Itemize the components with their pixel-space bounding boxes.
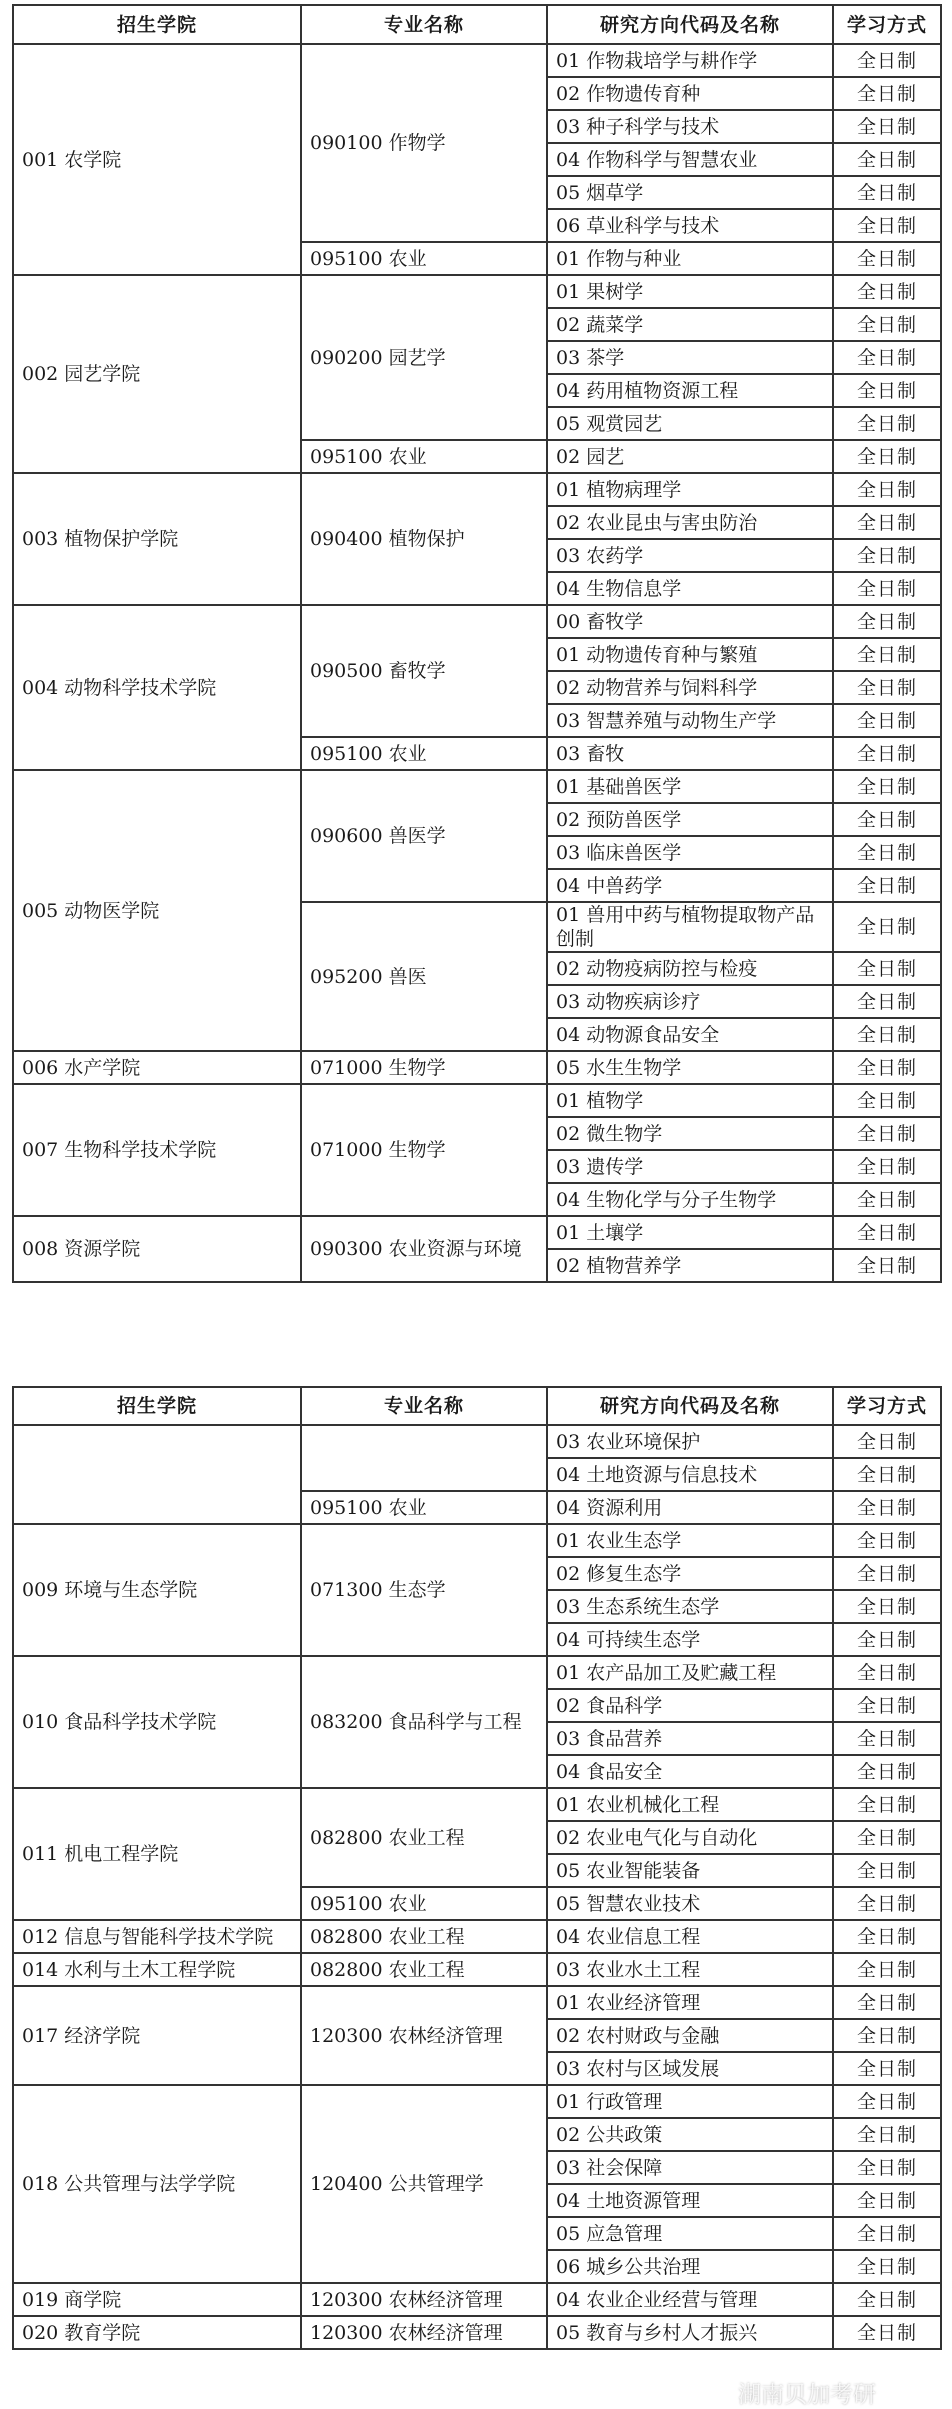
direction-cell: 02 农业昆虫与害虫防治 — [547, 506, 833, 539]
mode-cell: 全日制 — [833, 1084, 941, 1117]
direction-cell: 01 行政管理 — [547, 2085, 833, 2118]
mode-cell: 全日制 — [833, 1150, 941, 1183]
college-cell: 003 植物保护学院 — [13, 473, 301, 605]
table-row — [13, 1084, 941, 1117]
college-cell: 004 动物科学技术学院 — [13, 605, 301, 770]
mode-cell: 全日制 — [833, 1689, 941, 1722]
mode-cell: 全日制 — [833, 1854, 941, 1887]
direction-cell: 03 农业水土工程 — [547, 1953, 833, 1986]
major-cell: 120300 农林经济管理 — [301, 1986, 547, 2085]
direction-cell: 02 动物疫病防控与检疫 — [547, 952, 833, 985]
table-row — [13, 1524, 941, 1557]
mode-cell: 全日制 — [833, 1623, 941, 1656]
table-row — [13, 1425, 941, 1458]
mode-cell: 全日制 — [833, 473, 941, 506]
direction-cell: 02 农业电气化与自动化 — [547, 1821, 833, 1854]
direction-cell: 04 农业企业经营与管理 — [547, 2283, 833, 2316]
direction-cell: 04 生物化学与分子生物学 — [547, 1183, 833, 1216]
direction-cell: 03 种子科学与技术 — [547, 110, 833, 143]
college-cell: 019 商学院 — [13, 2283, 301, 2316]
college-cell: 001 农学院 — [13, 44, 301, 275]
mode-cell: 全日制 — [833, 704, 941, 737]
direction-cell: 03 社会保障 — [547, 2151, 833, 2184]
mode-cell: 全日制 — [833, 1524, 941, 1557]
direction-cell: 01 植物病理学 — [547, 473, 833, 506]
direction-cell: 02 微生物学 — [547, 1117, 833, 1150]
mode-cell: 全日制 — [833, 374, 941, 407]
mode-cell: 全日制 — [833, 1722, 941, 1755]
mode-cell: 全日制 — [833, 1249, 941, 1282]
table-row — [13, 1216, 941, 1249]
direction-cell: 04 农业信息工程 — [547, 1920, 833, 1953]
direction-cell: 02 修复生态学 — [547, 1557, 833, 1590]
direction-cell: 02 农村财政与金融 — [547, 2019, 833, 2052]
major-cell: 095100 农业 — [301, 242, 547, 275]
header-mode: 学习方式 — [833, 1387, 941, 1425]
direction-cell: 04 食品安全 — [547, 1755, 833, 1788]
header-mode: 学习方式 — [833, 5, 941, 44]
table-row — [13, 1920, 941, 1953]
mode-cell: 全日制 — [833, 2184, 941, 2217]
mode-cell: 全日制 — [833, 242, 941, 275]
mode-cell: 全日制 — [833, 2316, 941, 2349]
mode-cell: 全日制 — [833, 407, 941, 440]
direction-cell: 04 中兽药学 — [547, 869, 833, 902]
direction-cell: 03 临床兽医学 — [547, 836, 833, 869]
major-cell: 095100 农业 — [301, 737, 547, 770]
mode-cell: 全日制 — [833, 2118, 941, 2151]
major-cell: 090500 畜牧学 — [301, 605, 547, 737]
table-row — [13, 1051, 941, 1084]
mode-cell: 全日制 — [833, 2052, 941, 2085]
mode-cell: 全日制 — [833, 209, 941, 242]
mode-cell: 全日制 — [833, 1920, 941, 1953]
direction-cell: 04 可持续生态学 — [547, 1623, 833, 1656]
mode-cell: 全日制 — [833, 770, 941, 803]
direction-cell: 01 农业机械化工程 — [547, 1788, 833, 1821]
direction-cell: 04 生物信息学 — [547, 572, 833, 605]
major-cell: 071300 生态学 — [301, 1524, 547, 1656]
mode-cell: 全日制 — [833, 1117, 941, 1150]
mode-cell: 全日制 — [833, 2019, 941, 2052]
mode-cell: 全日制 — [833, 539, 941, 572]
major-cell: 120300 农林经济管理 — [301, 2316, 547, 2349]
major-cell: 120400 公共管理学 — [301, 2085, 547, 2283]
table-row — [13, 605, 941, 638]
direction-cell: 02 园艺 — [547, 440, 833, 473]
mode-cell: 全日制 — [833, 1788, 941, 1821]
direction-cell: 01 动物遗传育种与繁殖 — [547, 638, 833, 671]
mode-cell: 全日制 — [833, 44, 941, 77]
major-cell: 082800 农业工程 — [301, 1920, 547, 1953]
college-cell: 010 食品科学技术学院 — [13, 1656, 301, 1788]
major-cell: 082800 农业工程 — [301, 1953, 547, 1986]
mode-cell: 全日制 — [833, 1425, 941, 1458]
major-cell: 095100 农业 — [301, 1887, 547, 1920]
direction-cell: 04 作物科学与智慧农业 — [547, 143, 833, 176]
direction-cell: 03 茶学 — [547, 341, 833, 374]
direction-cell: 03 遗传学 — [547, 1150, 833, 1183]
major-cell: 090600 兽医学 — [301, 770, 547, 902]
major-cell: 071000 生物学 — [301, 1051, 547, 1084]
mode-cell: 全日制 — [833, 110, 941, 143]
direction-cell: 01 农业生态学 — [547, 1524, 833, 1557]
mode-cell: 全日制 — [833, 671, 941, 704]
mode-cell: 全日制 — [833, 1590, 941, 1623]
mode-cell: 全日制 — [833, 2283, 941, 2316]
mode-cell: 全日制 — [833, 1051, 941, 1084]
college-cell: 005 动物医学院 — [13, 770, 301, 1051]
direction-cell: 03 动物疾病诊疗 — [547, 985, 833, 1018]
direction-cell: 06 城乡公共治理 — [547, 2250, 833, 2283]
header-major: 专业名称 — [301, 5, 547, 44]
mode-cell: 全日制 — [833, 506, 941, 539]
header-direction: 研究方向代码及名称 — [547, 5, 833, 44]
major-cell: 095100 农业 — [301, 1491, 547, 1524]
mode-cell: 全日制 — [833, 1216, 941, 1249]
mode-cell: 全日制 — [833, 1458, 941, 1491]
direction-cell: 05 教育与乡村人才振兴 — [547, 2316, 833, 2349]
mode-cell: 全日制 — [833, 176, 941, 209]
mode-cell: 全日制 — [833, 638, 941, 671]
major-cell: 120300 农林经济管理 — [301, 2283, 547, 2316]
direction-cell: 04 动物源食品安全 — [547, 1018, 833, 1051]
table-row — [13, 275, 941, 308]
direction-cell: 04 药用植物资源工程 — [547, 374, 833, 407]
table-row — [13, 1788, 941, 1821]
direction-cell: 03 农村与区域发展 — [547, 2052, 833, 2085]
table-row — [13, 44, 941, 77]
mode-cell: 全日制 — [833, 2217, 941, 2250]
direction-cell: 03 智慧养殖与动物生产学 — [547, 704, 833, 737]
direction-cell: 01 农产品加工及贮藏工程 — [547, 1656, 833, 1689]
direction-cell: 01 植物学 — [547, 1084, 833, 1117]
mode-cell: 全日制 — [833, 2085, 941, 2118]
major-cell: 095100 农业 — [301, 440, 547, 473]
mode-cell: 全日制 — [833, 1887, 941, 1920]
direction-cell: 03 农药学 — [547, 539, 833, 572]
direction-cell: 02 蔬菜学 — [547, 308, 833, 341]
mode-cell: 全日制 — [833, 1183, 941, 1216]
mode-cell: 全日制 — [833, 2250, 941, 2283]
direction-cell: 05 应急管理 — [547, 2217, 833, 2250]
direction-cell: 02 植物营养学 — [547, 1249, 833, 1282]
direction-cell: 05 观赏园艺 — [547, 407, 833, 440]
direction-cell: 05 水生生物学 — [547, 1051, 833, 1084]
mode-cell: 全日制 — [833, 2151, 941, 2184]
direction-cell: 01 作物栽培学与耕作学 — [547, 44, 833, 77]
mode-cell: 全日制 — [833, 308, 941, 341]
header-direction: 研究方向代码及名称 — [547, 1387, 833, 1425]
mode-cell: 全日制 — [833, 1986, 941, 2019]
college-cell: 020 教育学院 — [13, 2316, 301, 2349]
table-header-row — [13, 5, 941, 44]
mode-cell: 全日制 — [833, 572, 941, 605]
table-row — [13, 473, 941, 506]
major-cell: 095200 兽医 — [301, 902, 547, 1051]
enrollment-table-2 — [12, 1386, 940, 2350]
header-major: 专业名称 — [301, 1387, 547, 1425]
mode-cell: 全日制 — [833, 143, 941, 176]
direction-cell: 03 农业环境保护 — [547, 1425, 833, 1458]
direction-cell: 02 预防兽医学 — [547, 803, 833, 836]
mode-cell: 全日制 — [833, 803, 941, 836]
major-cell: 082800 农业工程 — [301, 1788, 547, 1887]
major-cell: 090400 植物保护 — [301, 473, 547, 605]
direction-cell: 05 智慧农业技术 — [547, 1887, 833, 1920]
direction-cell: 02 作物遗传育种 — [547, 77, 833, 110]
mode-cell: 全日制 — [833, 341, 941, 374]
direction-cell: 04 资源利用 — [547, 1491, 833, 1524]
major-cell: 090200 园艺学 — [301, 275, 547, 440]
table-row — [13, 2283, 941, 2316]
mode-cell: 全日制 — [833, 902, 941, 952]
college-cell: 006 水产学院 — [13, 1051, 301, 1084]
direction-cell: 03 畜牧 — [547, 737, 833, 770]
direction-cell: 05 烟草学 — [547, 176, 833, 209]
mode-cell: 全日制 — [833, 985, 941, 1018]
college-cell — [13, 1425, 301, 1524]
direction-cell: 06 草业科学与技术 — [547, 209, 833, 242]
direction-cell: 03 生态系统生态学 — [547, 1590, 833, 1623]
mode-cell: 全日制 — [833, 77, 941, 110]
major-cell: 090100 作物学 — [301, 44, 547, 242]
direction-cell: 01 果树学 — [547, 275, 833, 308]
direction-cell: 00 畜牧学 — [547, 605, 833, 638]
mode-cell: 全日制 — [833, 440, 941, 473]
direction-cell: 01 农业经济管理 — [547, 1986, 833, 2019]
mode-cell: 全日制 — [833, 1953, 941, 1986]
direction-cell: 04 土地资源管理 — [547, 2184, 833, 2217]
direction-cell: 02 公共政策 — [547, 2118, 833, 2151]
college-cell: 009 环境与生态学院 — [13, 1524, 301, 1656]
college-cell: 012 信息与智能科学技术学院 — [13, 1920, 301, 1953]
mode-cell: 全日制 — [833, 737, 941, 770]
direction-cell: 04 土地资源与信息技术 — [547, 1458, 833, 1491]
college-cell: 011 机电工程学院 — [13, 1788, 301, 1920]
mode-cell: 全日制 — [833, 1755, 941, 1788]
college-cell: 007 生物科学技术学院 — [13, 1084, 301, 1216]
major-cell — [301, 1425, 547, 1491]
college-cell: 014 水利与土木工程学院 — [13, 1953, 301, 1986]
enrollment-table-1 — [12, 4, 940, 1283]
college-cell: 018 公共管理与法学学院 — [13, 2085, 301, 2283]
mode-cell: 全日制 — [833, 1491, 941, 1524]
table-header-row — [13, 1387, 941, 1425]
direction-cell: 05 农业智能装备 — [547, 1854, 833, 1887]
major-cell: 083200 食品科学与工程 — [301, 1656, 547, 1788]
table-row — [13, 1953, 941, 1986]
mode-cell: 全日制 — [833, 1821, 941, 1854]
table-row — [13, 2085, 941, 2118]
college-cell: 017 经济学院 — [13, 1986, 301, 2085]
mode-cell: 全日制 — [833, 275, 941, 308]
table-row — [13, 1656, 941, 1689]
direction-cell: 01 作物与种业 — [547, 242, 833, 275]
header-college: 招生学院 — [13, 5, 301, 44]
direction-cell: 01 兽用中药与植物提取物产品创制 — [547, 902, 833, 952]
mode-cell: 全日制 — [833, 952, 941, 985]
table-row — [13, 1986, 941, 2019]
mode-cell: 全日制 — [833, 1656, 941, 1689]
direction-cell: 01 土壤学 — [547, 1216, 833, 1249]
header-college: 招生学院 — [13, 1387, 301, 1425]
college-cell: 002 园艺学院 — [13, 275, 301, 473]
direction-cell: 01 基础兽医学 — [547, 770, 833, 803]
direction-cell: 02 食品科学 — [547, 1689, 833, 1722]
major-cell: 071000 生物学 — [301, 1084, 547, 1216]
major-cell: 090300 农业资源与环境 — [301, 1216, 547, 1282]
mode-cell: 全日制 — [833, 869, 941, 902]
mode-cell: 全日制 — [833, 605, 941, 638]
direction-cell: 03 食品营养 — [547, 1722, 833, 1755]
direction-cell: 02 动物营养与饲料科学 — [547, 671, 833, 704]
mode-cell: 全日制 — [833, 1018, 941, 1051]
table-row — [13, 2316, 941, 2349]
mode-cell: 全日制 — [833, 1557, 941, 1590]
table-row — [13, 770, 941, 803]
watermark-text: 湖南贝加考研 — [738, 2382, 876, 2408]
mode-cell: 全日制 — [833, 836, 941, 869]
college-cell: 008 资源学院 — [13, 1216, 301, 1282]
